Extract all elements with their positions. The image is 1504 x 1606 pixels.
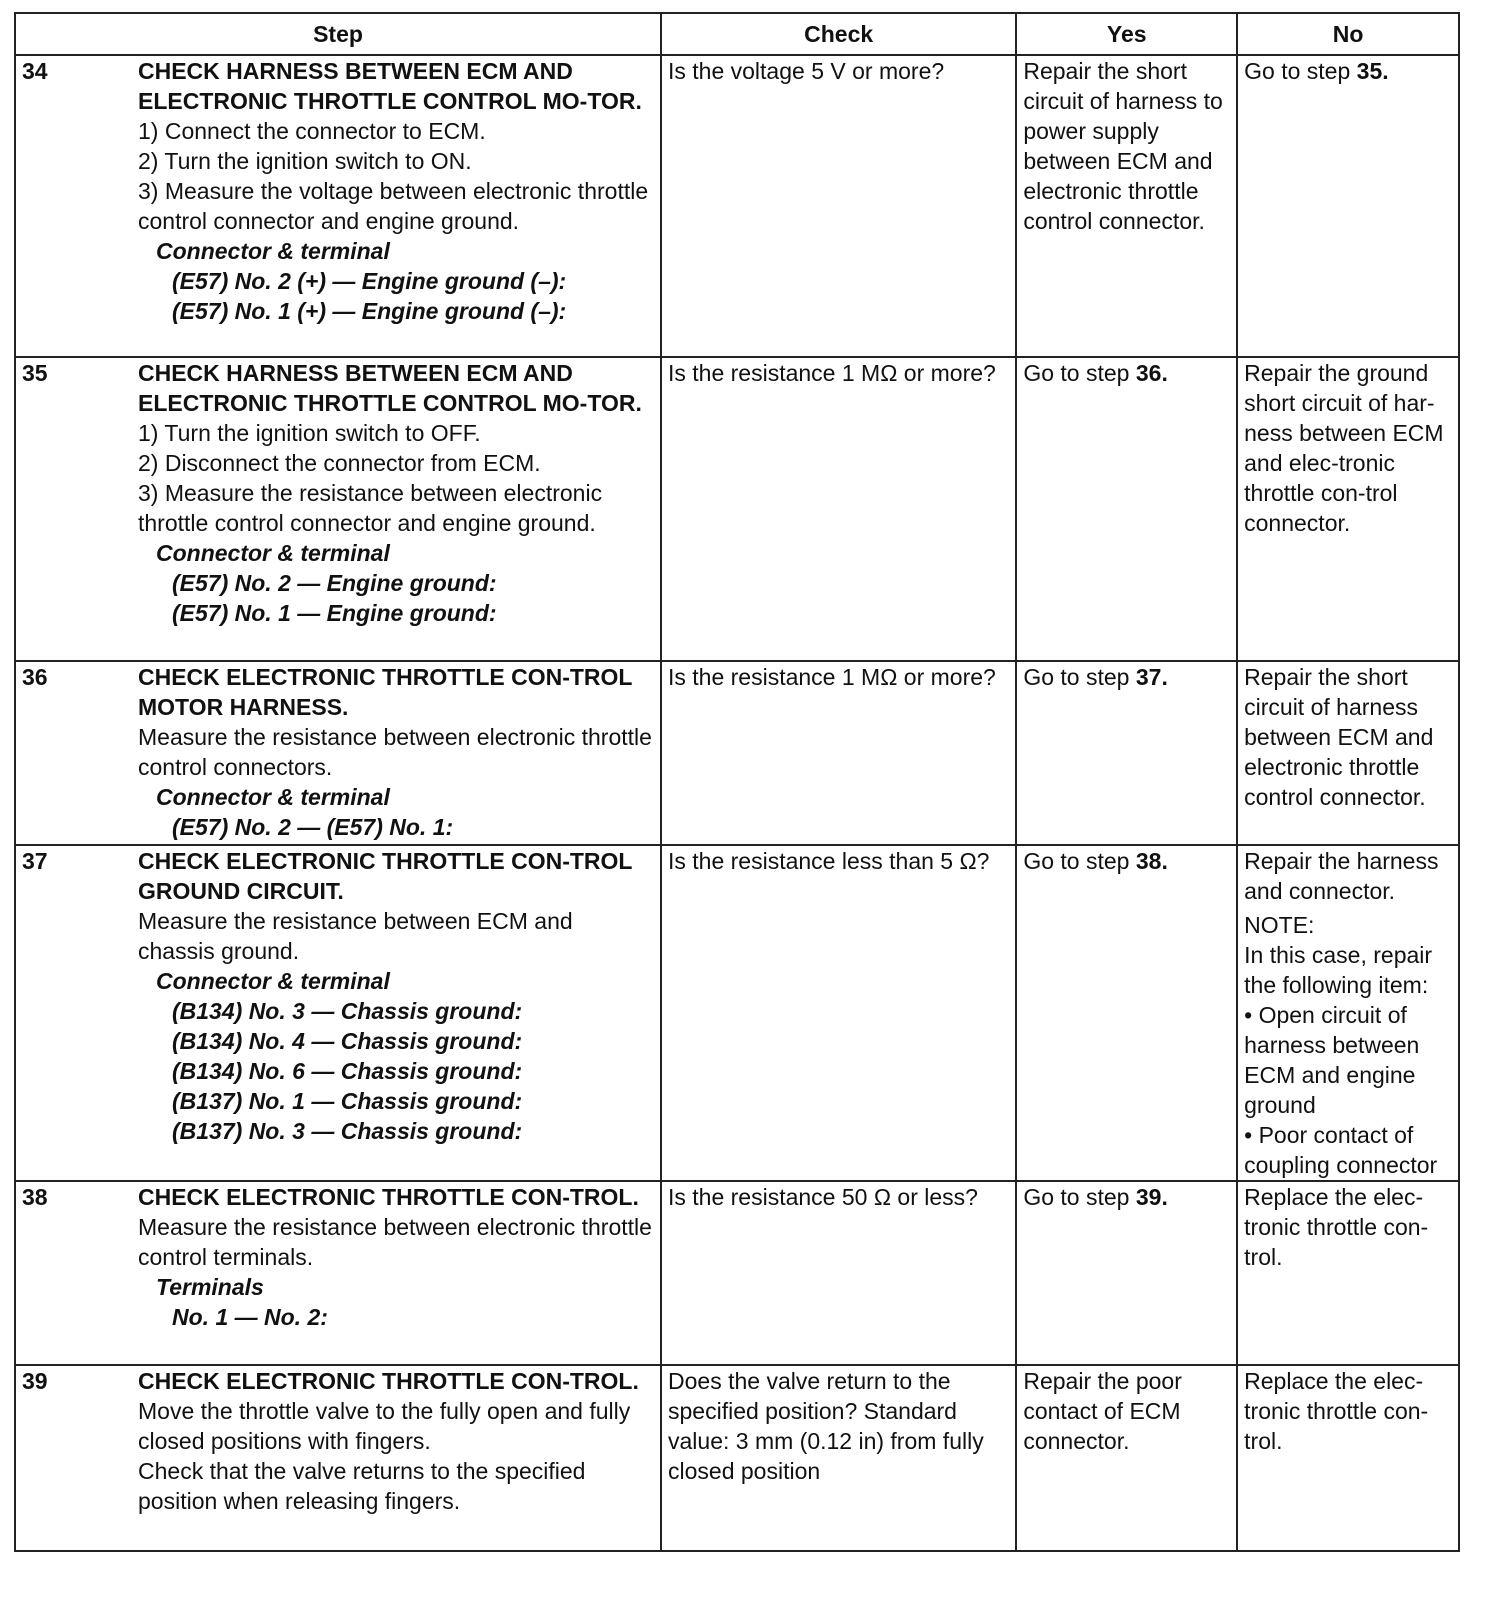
- step-instruction: Measure the resistance between electronic throttle control connectors.: [138, 724, 652, 780]
- terminal-spec: (E57) No. 2 (+) — Engine ground (–):: [172, 268, 567, 294]
- diagnostic-table: [14, 12, 1460, 1552]
- yes-step-ref: 37.: [1135, 664, 1168, 690]
- yes-text: Go to step: [1023, 360, 1136, 386]
- no-cell: [1237, 1181, 1459, 1365]
- step-instruction: Move the throttle valve to the fully open and fully closed positions with fingers.: [138, 1398, 631, 1454]
- no-text: Repair the short circuit of harness between ECM and electronic throttle control connector.: [1244, 664, 1434, 810]
- yes-text: Repair the short circuit of harness to power supply between ECM and electronic throttle control connector.: [1023, 58, 1223, 234]
- check-cell: Is the resistance 1 MΩ or more?: [661, 661, 1016, 845]
- no-text: Repair the harness and connector.: [1244, 848, 1439, 904]
- step-instruction: Measure the resistance between electronic throttle control terminals.: [138, 1214, 652, 1270]
- no-cell: [1237, 357, 1459, 661]
- note-intro: In this case, repair the following item:: [1244, 942, 1433, 998]
- step-title: CHECK ELECTRONIC THROTTLE CON-TROL MOTOR HARNESS.: [138, 664, 633, 720]
- yes-text: Go to step: [1023, 664, 1136, 690]
- note-label: NOTE:: [1244, 912, 1315, 938]
- step-cell: [15, 845, 661, 1181]
- yes-step-ref: 38.: [1135, 848, 1168, 874]
- step-body: [138, 846, 660, 1146]
- yes-text: Go to step: [1023, 1184, 1136, 1210]
- yes-cell: [1016, 661, 1237, 845]
- connector-label: Connector & terminal: [156, 968, 390, 994]
- step-instruction: 2) Disconnect the connector from ECM.: [138, 450, 541, 476]
- table-row: [15, 1181, 1459, 1365]
- step-number: 38: [22, 1184, 48, 1210]
- table-row: [15, 55, 1459, 357]
- step-body: [138, 358, 660, 628]
- check-cell: Does the valve return to the specified position? Standard value: 3 mm (0.12 in) from fully closed position: [661, 1365, 1016, 1551]
- yes-cell: [1016, 1365, 1237, 1551]
- step-instruction: 2) Turn the ignition switch to ON.: [138, 148, 472, 174]
- yes-cell: [1016, 845, 1237, 1181]
- step-number: 37: [22, 848, 48, 874]
- yes-step-ref: 36.: [1135, 360, 1168, 386]
- check-cell: Is the resistance less than 5 Ω?: [661, 845, 1016, 1181]
- connector-label: Connector & terminal: [156, 238, 390, 264]
- step-cell: [15, 1365, 661, 1551]
- step-body: [138, 1182, 660, 1332]
- no-text: Replace the elec-tronic throttle con-trol.: [1244, 1184, 1429, 1270]
- header-check: Check: [661, 13, 1016, 55]
- connector-label: Connector & terminal: [156, 540, 390, 566]
- terminal-spec: (B134) No. 3 — Chassis ground:: [172, 998, 523, 1024]
- table-row: [15, 845, 1459, 1181]
- step-title: CHECK HARNESS BETWEEN ECM AND ELECTRONIC THROTTLE CONTROL MO-TOR.: [138, 58, 642, 114]
- yes-cell: [1016, 1181, 1237, 1365]
- step-title: CHECK HARNESS BETWEEN ECM AND ELECTRONIC THROTTLE CONTROL MO-TOR.: [138, 360, 642, 416]
- step-body: [138, 662, 660, 842]
- connector-label: Terminals: [156, 1274, 264, 1300]
- yes-cell: [1016, 357, 1237, 661]
- step-body: [138, 1366, 660, 1516]
- step-title: CHECK ELECTRONIC THROTTLE CON-TROL.: [138, 1368, 639, 1394]
- step-number: 35: [22, 360, 48, 386]
- terminal-spec: (B137) No. 1 — Chassis ground:: [172, 1088, 523, 1114]
- header-yes: Yes: [1016, 13, 1237, 55]
- table-row: [15, 1365, 1459, 1551]
- step-cell: [15, 661, 661, 845]
- yes-step-ref: 39.: [1135, 1184, 1168, 1210]
- step-title: CHECK ELECTRONIC THROTTLE CON-TROL.: [138, 1184, 639, 1210]
- no-step-ref: 35.: [1356, 58, 1389, 84]
- no-cell: [1237, 1365, 1459, 1551]
- terminal-spec: No. 1 — No. 2:: [172, 1304, 328, 1330]
- step-instruction: Check that the valve returns to the specified position when releasing fingers.: [138, 1458, 586, 1514]
- check-cell: Is the voltage 5 V or more?: [661, 55, 1016, 357]
- check-cell: Is the resistance 50 Ω or less?: [661, 1181, 1016, 1365]
- step-instruction: Measure the resistance between ECM and chassis ground.: [138, 908, 573, 964]
- terminal-spec: (E57) No. 1 (+) — Engine ground (–):: [172, 298, 567, 324]
- header-step: Step: [15, 13, 661, 55]
- terminal-spec: (E57) No. 2 — (E57) No. 1:: [172, 814, 454, 840]
- note-item: • Open circuit of harness between ECM and engine ground: [1244, 1002, 1420, 1118]
- terminal-spec: (B137) No. 3 — Chassis ground:: [172, 1118, 523, 1144]
- header-row: [15, 13, 1459, 55]
- terminal-spec: (E57) No. 2 — Engine ground:: [172, 570, 497, 596]
- no-text: Replace the elec-tronic throttle con-trol.: [1244, 1368, 1429, 1454]
- terminal-spec: (B134) No. 6 — Chassis ground:: [172, 1058, 523, 1084]
- no-text: Go to step: [1244, 58, 1357, 84]
- step-number: 39: [22, 1368, 48, 1394]
- no-cell: [1237, 55, 1459, 357]
- step-instruction: 1) Connect the connector to ECM.: [138, 118, 486, 144]
- step-instruction: 1) Turn the ignition switch to OFF.: [138, 420, 481, 446]
- yes-text: Repair the poor contact of ECM connector.: [1023, 1368, 1182, 1454]
- no-text: Repair the ground short circuit of har-ness between ECM and elec-tronic throttle con-trol connector.: [1244, 360, 1444, 536]
- step-number: 36: [22, 664, 48, 690]
- terminal-spec: (E57) No. 1 — Engine ground:: [172, 600, 497, 626]
- no-cell: [1237, 661, 1459, 845]
- check-cell: Is the resistance 1 MΩ or more?: [661, 357, 1016, 661]
- step-body: [138, 56, 660, 326]
- step-cell: [15, 357, 661, 661]
- step-number: 34: [22, 58, 48, 84]
- step-cell: [15, 55, 661, 357]
- header-no: No: [1237, 13, 1459, 55]
- no-cell: [1237, 845, 1459, 1181]
- step-cell: [15, 1181, 661, 1365]
- yes-cell: [1016, 55, 1237, 357]
- yes-text: Go to step: [1023, 848, 1136, 874]
- step-instruction: 3) Measure the resistance between electronic throttle control connector and engine ground.: [138, 480, 603, 536]
- connector-label: Connector & terminal: [156, 784, 390, 810]
- table-row: [15, 661, 1459, 845]
- step-title: CHECK ELECTRONIC THROTTLE CON-TROL GROUND CIRCUIT.: [138, 848, 633, 904]
- note-item: • Poor contact of coupling connector: [1244, 1122, 1438, 1178]
- table-row: [15, 357, 1459, 661]
- step-instruction: 3) Measure the voltage between electronic throttle control connector and engine ground.: [138, 178, 649, 234]
- terminal-spec: (B134) No. 4 — Chassis ground:: [172, 1028, 523, 1054]
